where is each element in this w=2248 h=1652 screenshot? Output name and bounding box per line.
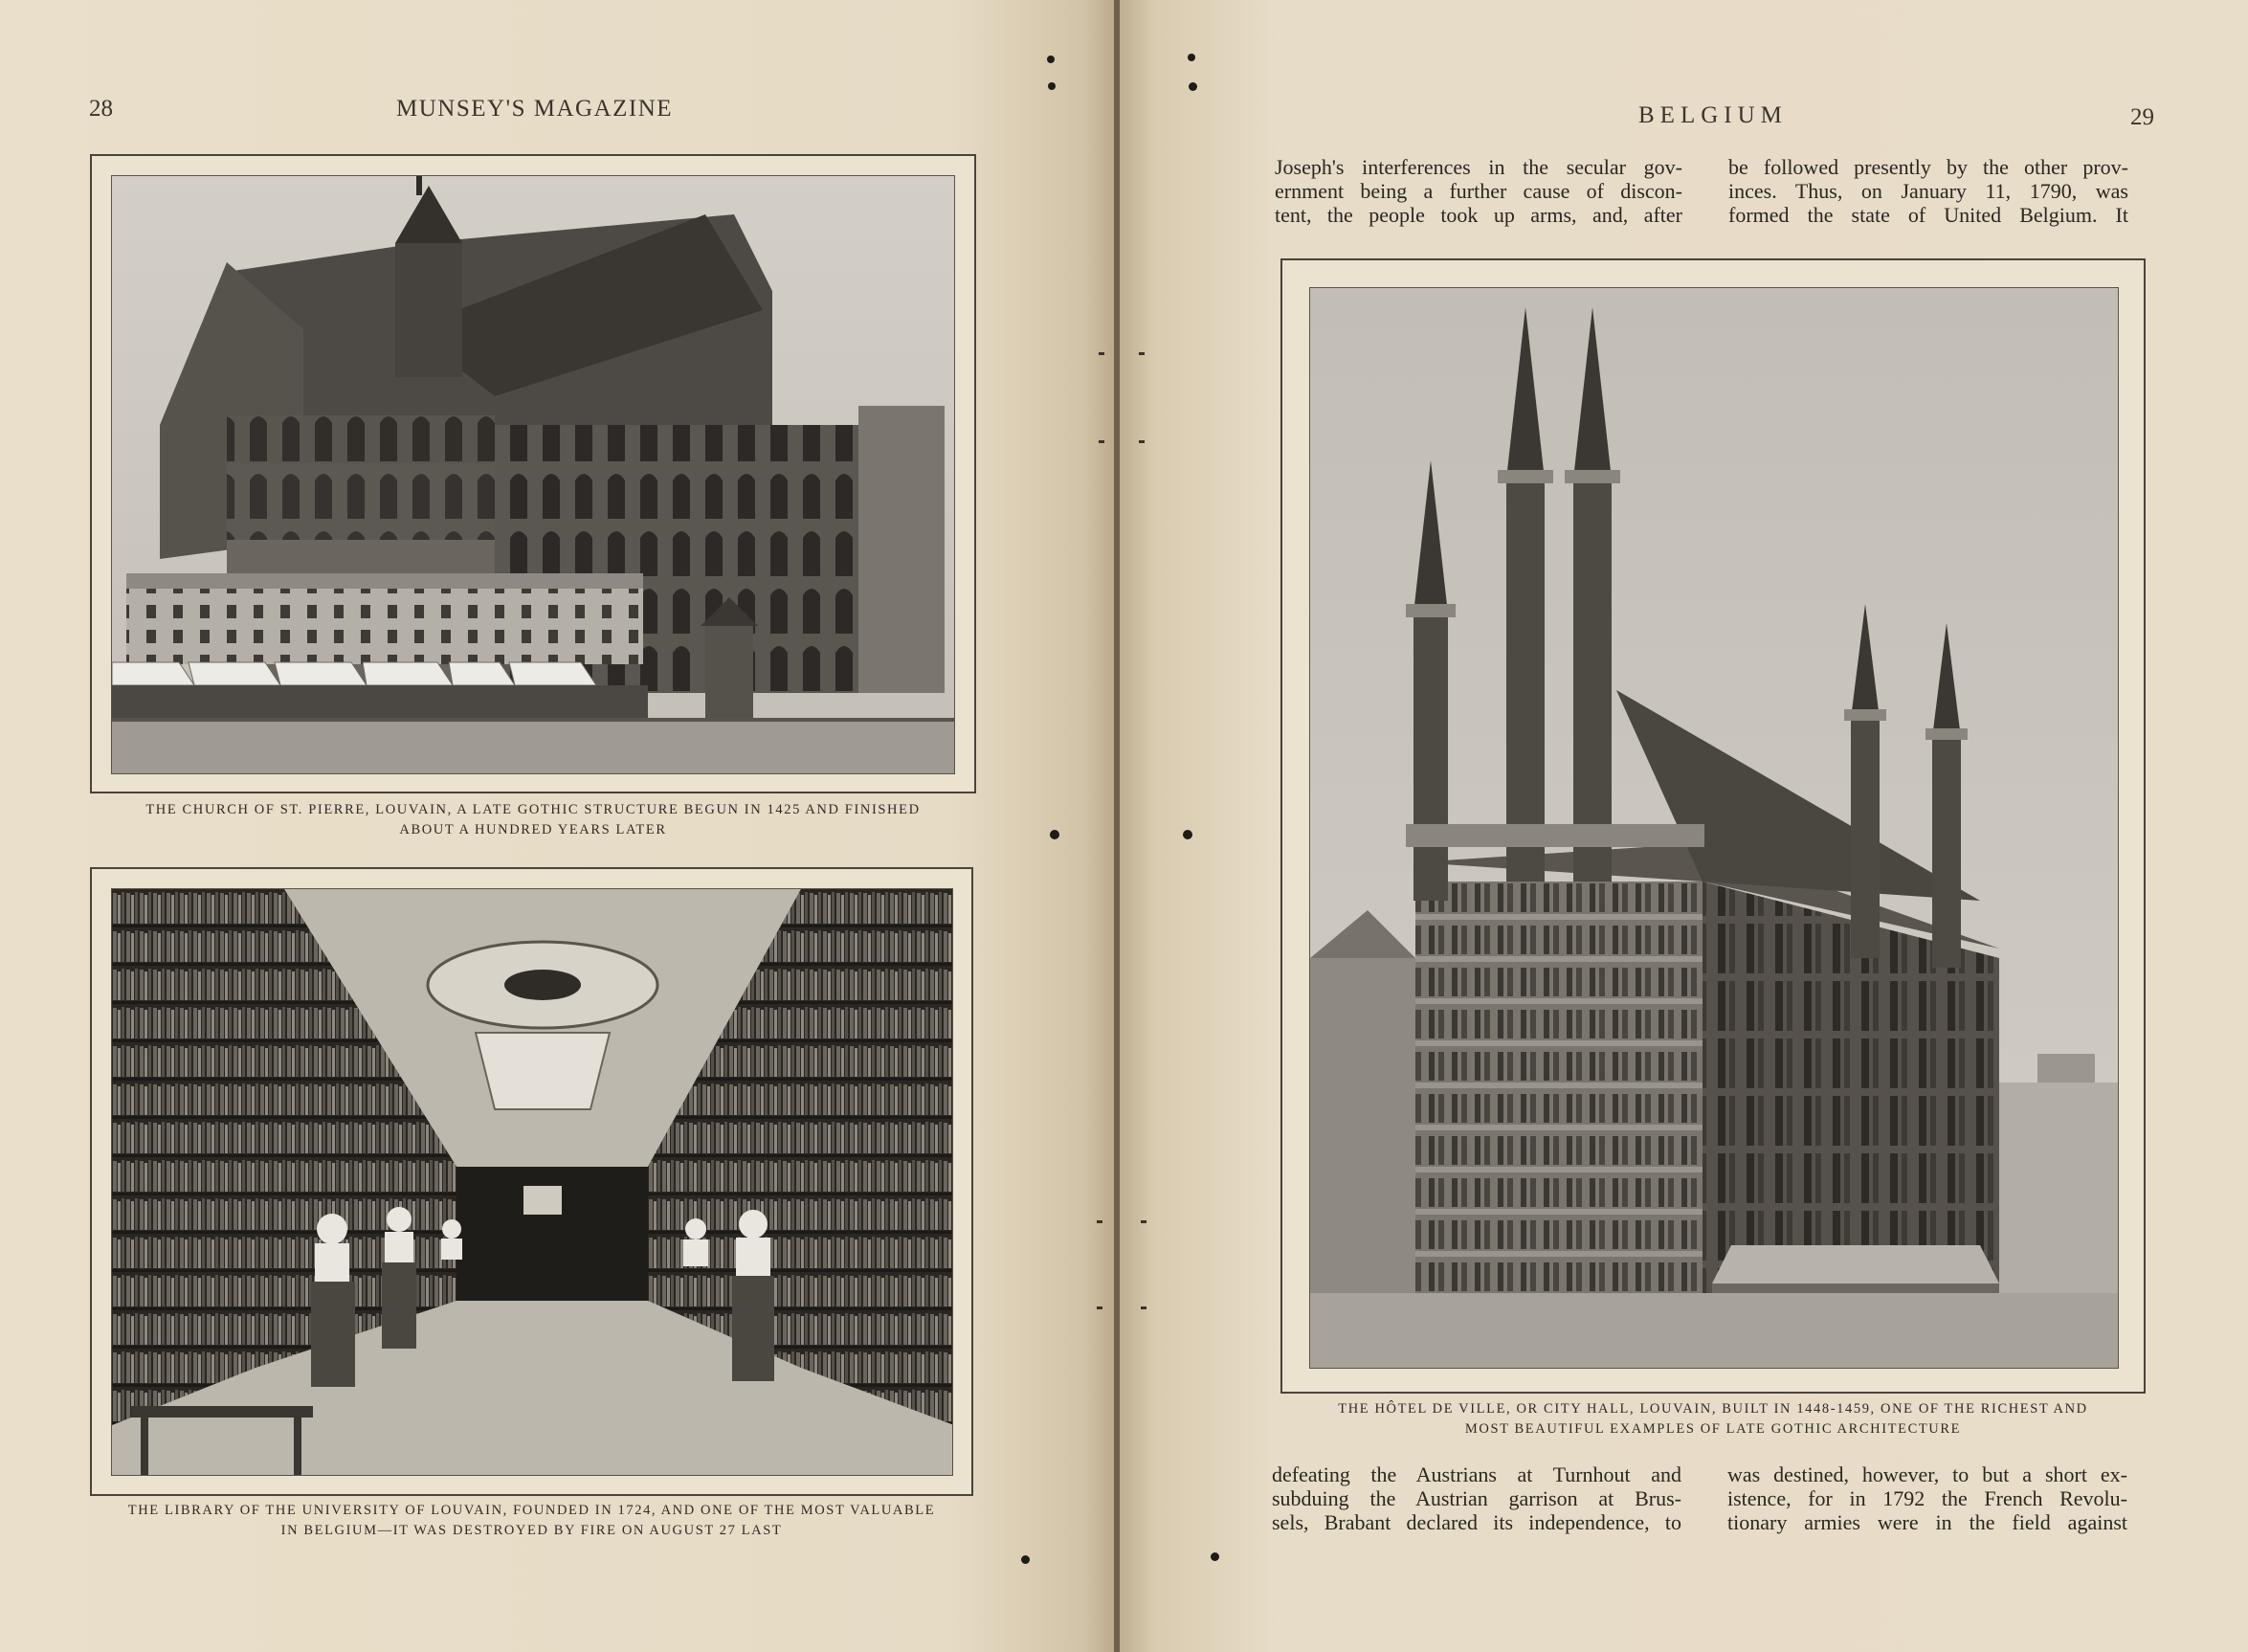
caption-library-line-1: THE LIBRARY OF THE UNIVERSITY OF LOUVAIN, FOUNDED IN 1724, AND ONE OF THE MOST VALUABLE	[127, 1503, 936, 1518]
text-line: sels, Brabant declared its independence, to	[1272, 1510, 1681, 1534]
text-line: Joseph's interferences in the secular gov-	[1275, 155, 1682, 179]
caption-hotel-de-ville	[1244, 1399, 2182, 1440]
binding-hole	[1189, 82, 1197, 91]
caption-city-hall-line-2: MOST BEAUTIFUL EXAMPLES OF LATE GOTHIC ARCHITECTURE	[1464, 1421, 1962, 1437]
binding-hole	[1183, 830, 1192, 839]
stitch-mark	[1099, 440, 1104, 443]
text-line: ernment being a further cause of discon-	[1275, 179, 1682, 203]
text-column-top-right	[1728, 155, 2128, 227]
text-line: tent, the people took up arms, and, after	[1275, 203, 1682, 227]
running-head-left: MUNSEY'S MAGAZINE	[396, 96, 674, 122]
caption-church-line-1: THE CHURCH OF ST. PIERRE, LOUVAIN, A LATE GOTHIC STRUCTURE BEGUN IN 1425 AND FINISHED	[145, 802, 921, 817]
text-line: istence, for in 1792 the French Revolu-	[1727, 1486, 2127, 1510]
caption-church-st-pierre	[90, 800, 976, 840]
text-column-top-left	[1275, 155, 1682, 227]
church-illustration	[112, 176, 955, 774]
right-page	[1120, 0, 2248, 1652]
binding-hole	[1211, 1552, 1219, 1561]
plate-university-library	[90, 867, 973, 1496]
plate-hotel-de-ville	[1280, 258, 2146, 1394]
text-line: was destined, however, to but a short ex-	[1727, 1462, 2127, 1486]
photo-university-library	[111, 888, 953, 1476]
text-column-bottom-left	[1272, 1462, 1681, 1534]
caption-city-hall-line-1: THE HÔTEL DE VILLE, OR CITY HALL, LOUVAIN, BUILT IN 1448-1459, ONE OF THE RICHEST AND	[1338, 1401, 2088, 1417]
binding-hole	[1021, 1555, 1030, 1564]
binding-hole	[1050, 830, 1059, 839]
running-head-right: BELGIUM	[1638, 102, 1788, 128]
text-line: subduing the Austrian garrison at Brus-	[1272, 1486, 1681, 1510]
stitch-mark	[1141, 1306, 1146, 1309]
left-page	[0, 0, 1116, 1652]
plate-church-st-pierre	[90, 154, 976, 793]
binding-hole	[1188, 54, 1195, 61]
text-line: be followed presently by the other prov-	[1728, 155, 2128, 179]
stitch-mark	[1097, 1306, 1102, 1309]
stitch-mark	[1141, 1220, 1146, 1223]
photo-church-st-pierre	[111, 175, 955, 774]
page-number-left: 28	[89, 96, 113, 122]
text-line: defeating the Austrians at Turnhout and	[1272, 1462, 1681, 1486]
stitch-mark	[1097, 1220, 1102, 1223]
caption-university-library	[90, 1501, 973, 1541]
photo-hotel-de-ville	[1309, 287, 2119, 1369]
caption-library-line-2: IN BELGIUM—IT WAS DESTROYED BY FIRE ON AUGUST 27 LAST	[280, 1523, 783, 1538]
text-line: tionary armies were in the field against	[1727, 1510, 2127, 1534]
stitch-mark	[1139, 440, 1145, 443]
text-column-bottom-right	[1727, 1462, 2127, 1534]
page-number-right: 29	[2130, 104, 2154, 130]
stitch-mark	[1139, 352, 1145, 355]
binding-hole	[1048, 82, 1056, 90]
caption-church-line-2: ABOUT A HUNDRED YEARS LATER	[399, 822, 667, 837]
binding-hole	[1047, 56, 1055, 63]
city-hall-illustration	[1310, 288, 2119, 1369]
text-line: inces. Thus, on January 11, 1790, was	[1728, 179, 2128, 203]
stitch-mark	[1099, 352, 1104, 355]
library-illustration	[112, 889, 953, 1476]
text-line: formed the state of United Belgium. It	[1728, 203, 2128, 227]
